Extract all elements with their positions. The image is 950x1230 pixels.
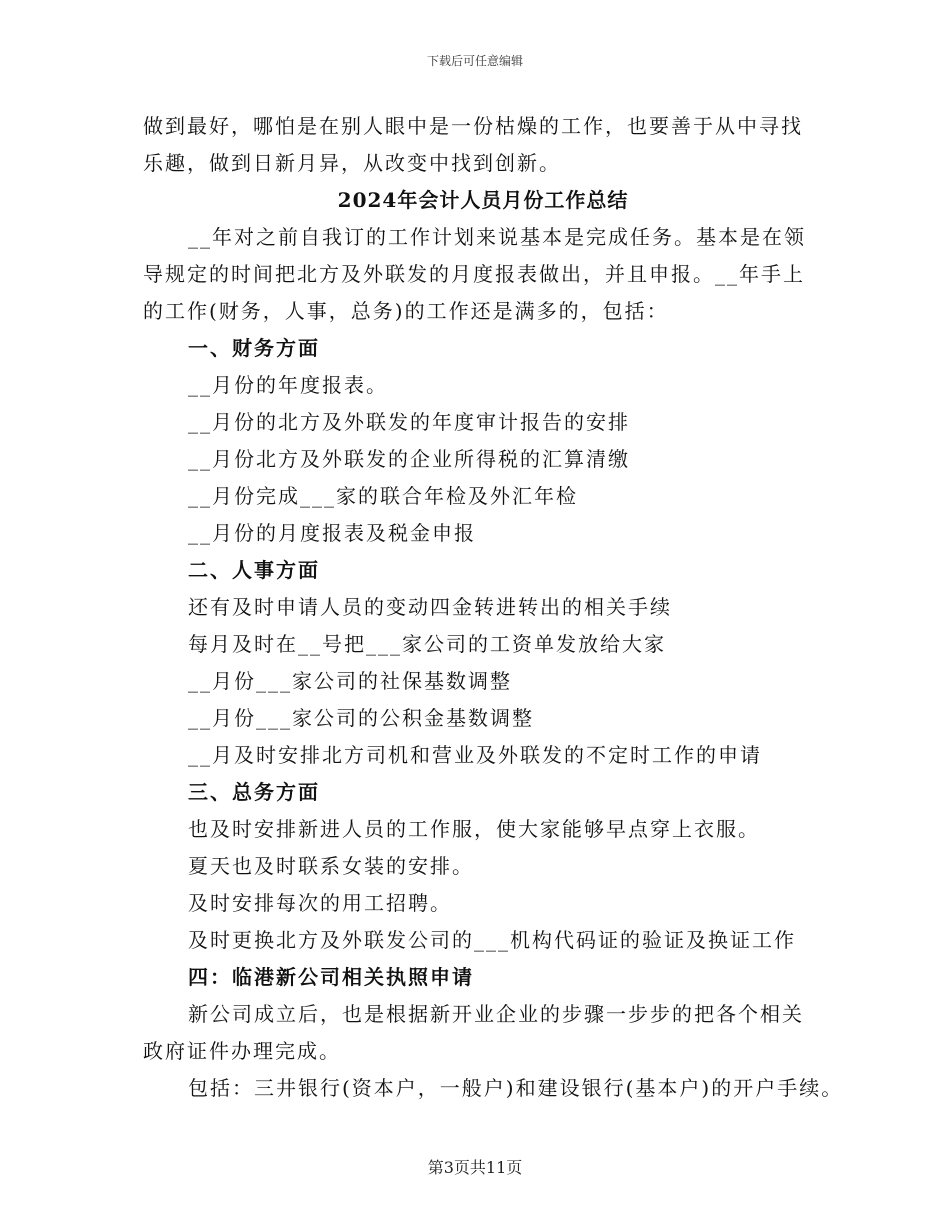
paragraph-line: __月份的年度报表。 bbox=[188, 373, 388, 397]
paragraph-line: __月份的月度报表及税金申报 bbox=[188, 521, 476, 545]
document-title: 2024年会计人员月份工作总结 bbox=[337, 188, 629, 212]
paragraph-line: 及时更换北方及外联发公司的___机构代码证的验证及换证工作 bbox=[188, 928, 796, 952]
paragraph-line: __月份___家公司的社保基数调整 bbox=[188, 669, 512, 693]
paragraph-line: __月份北方及外联发的企业所得税的汇算清缴 bbox=[188, 447, 630, 471]
paragraph-line: __月份完成___家的联合年检及外汇年检 bbox=[188, 484, 578, 508]
paragraph-line: __月份___家公司的公积金基数调整 bbox=[188, 706, 534, 730]
section-heading: 四：临港新公司相关执照申请 bbox=[188, 965, 474, 989]
paragraph-line: __月及时安排北方司机和营业及外联发的不定时工作的申请 bbox=[188, 743, 762, 767]
paragraph-line: 新公司成立后，也是根据新开业企业的步骤一步步的把各个相关 bbox=[188, 1002, 804, 1026]
page-footer: 第3页共11页 bbox=[427, 1158, 523, 1177]
paragraph-line: 导规定的时间把北方及外联发的月度报表做出，并且申报。__年手上 bbox=[143, 262, 805, 286]
paragraph-line: 还有及时申请人员的变动四金转进转出的相关手续 bbox=[188, 595, 672, 619]
paragraph-line: 做到最好，哪怕是在别人眼中是一份枯燥的工作，也要善于从中寻找 bbox=[143, 114, 803, 138]
paragraph-line: 的工作(财务，人事，总务)的工作还是满多的，包括： bbox=[143, 299, 669, 323]
page-header: 下载后可任意编辑 bbox=[426, 54, 523, 68]
section-heading: 二、人事方面 bbox=[188, 558, 320, 582]
paragraph-line: __年对之前自我订的工作计划来说基本是完成任务。基本是在领 bbox=[188, 225, 806, 249]
paragraph-line: __月份的北方及外联发的年度审计报告的安排 bbox=[188, 410, 630, 434]
paragraph-line: 也及时安排新进人员的工作服，使大家能够早点穿上衣服。 bbox=[188, 817, 760, 841]
paragraph-line: 夏天也及时联系女装的安排。 bbox=[188, 854, 474, 878]
paragraph-line: 及时安排每次的用工招聘。 bbox=[188, 891, 452, 915]
document-body bbox=[143, 108, 844, 1107]
paragraph-line: 包括：三井银行(资本户，一般户)和建设银行(基本户)的开户手续。 bbox=[188, 1076, 844, 1100]
paragraph-line: 每月及时在__号把___家公司的工资单发放给大家 bbox=[188, 632, 666, 656]
paragraph-line: 乐趣，做到日新月异，从改变中找到创新。 bbox=[143, 151, 561, 175]
paragraph-line: 政府证件办理完成。 bbox=[143, 1039, 341, 1063]
section-heading: 三、总务方面 bbox=[188, 780, 320, 804]
section-heading: 一、财务方面 bbox=[188, 336, 320, 360]
